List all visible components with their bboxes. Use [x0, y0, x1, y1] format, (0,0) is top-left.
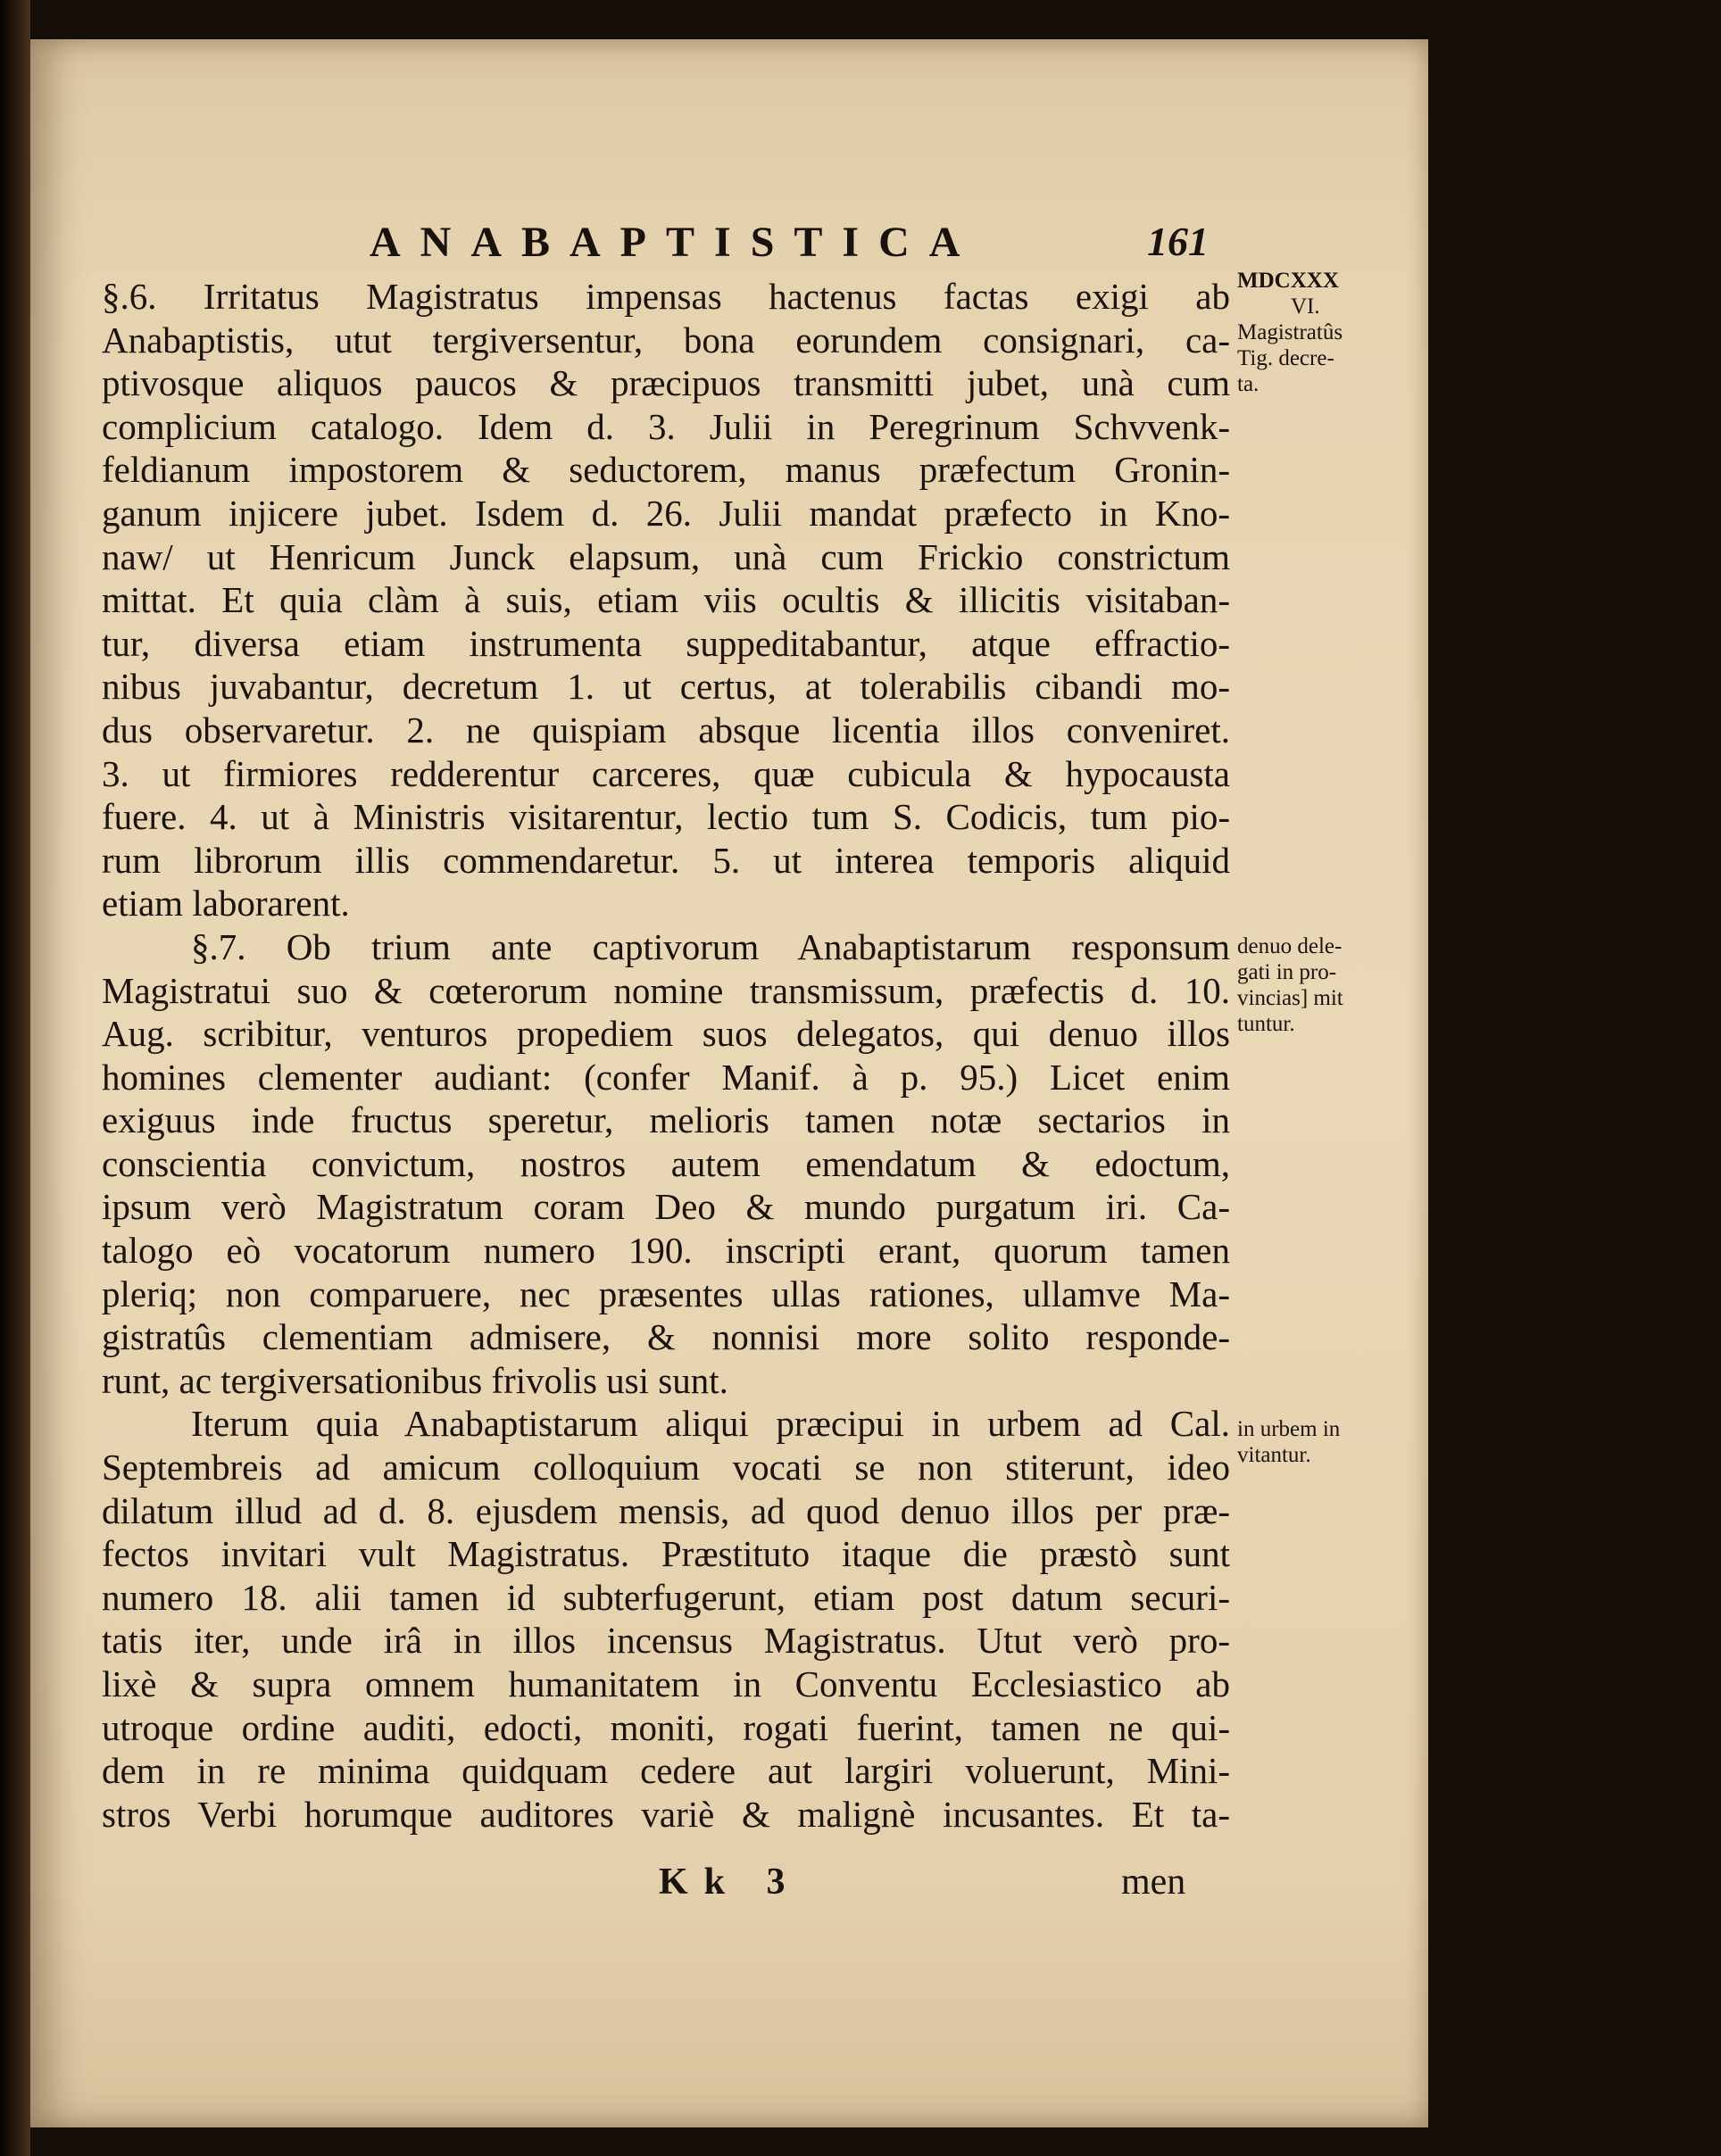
text-line: naw/ ut Henricum Junck elapsum, unà cum Frickio constrictum: [102, 535, 1230, 577]
margin-note-line: vincias] mit: [1237, 986, 1343, 1010]
page-number: 161: [1147, 219, 1209, 264]
text-line: Aug. scribitur, venturos propediem suos delegatos, qui denuo illos: [102, 1013, 1230, 1055]
text-line: §.7. Ob trium ante captivorum Anabaptistarum responsum: [191, 925, 1230, 967]
book-gutter-shadow: [0, 0, 30, 2156]
margin-note-line: Magistratûs: [1237, 320, 1343, 344]
text-line: tur, diversa etiam instrumenta suppeditabantur, atque effractio-: [102, 622, 1230, 664]
text-line: Iterum quia Anabaptistarum aliqui præcipui in urbem ad Cal.: [191, 1403, 1230, 1445]
text-line: ptivosque aliquos paucos & præcipuos transmitti jubet, unà cum: [102, 362, 1230, 404]
text-line: numero 18. alii tamen id subterfugerunt, etiam post datum securi-: [102, 1576, 1230, 1618]
text-line: ganum injicere jubet. Isdem d. 26. Julii mandat præfecto in Kno-: [102, 492, 1230, 534]
margin-note-invitation: [1237, 1416, 1419, 1468]
book-page: [30, 39, 1428, 2127]
margin-note-line: Tig. decre-: [1237, 346, 1334, 370]
text-line: runt, ac tergiversationibus frivolis usi sunt.: [102, 1359, 728, 1401]
page-footer: [30, 1861, 1428, 1914]
text-line: dus observaretur. 2. ne quispiam absque licentia illos conveniret.: [102, 709, 1230, 750]
text-line: stros Verbi horumque auditores variè & malignè incusantes. Et ta-: [102, 1793, 1230, 1835]
text-line: complicium catalogo. Idem d. 3. Julii in Peregrinum Schvvenk-: [102, 405, 1230, 447]
text-line: gistratûs clementiam admisere, & nonnisi more solito responde-: [102, 1316, 1230, 1358]
catchword: men: [1121, 1862, 1186, 1903]
margin-note-line: MDCXXX: [1237, 269, 1339, 293]
margin-note-decree: [1237, 268, 1419, 397]
text-line: Anabaptistis, utut tergiversentur, bona eorundem consignari, ca-: [102, 319, 1230, 361]
text-line: Septembreis ad amicum colloquium vocati se non stiterunt, ideo: [102, 1447, 1230, 1488]
margin-note-line: VI.: [1291, 294, 1320, 319]
text-line: ipsum verò Magistratum coram Deo & mundo purgatum iri. Ca-: [102, 1186, 1230, 1228]
text-line: tatis iter, unde irâ in illos incensus Magistratus. Utut verò pro-: [102, 1620, 1230, 1662]
text-line: fuere. 4. ut à Ministris visitarentur, lectio tum S. Codicis, tum pio-: [102, 796, 1230, 838]
text-line: Magistratui suo & cœterorum nomine transmissum, præfectis d. 10.: [102, 969, 1230, 1011]
text-line: homines clementer audiant: (confer Manif. à p. 95.) Licet enim: [102, 1056, 1230, 1098]
margin-note-line: in urbem in: [1237, 1417, 1341, 1441]
text-line: etiam laborarent.: [102, 883, 350, 925]
text-line: feldianum impostorem & seductorem, manus præfectum Gronin-: [102, 449, 1230, 491]
text-line: lixè & supra omnem humanitatem in Conventu Ecclesiastico ab: [102, 1663, 1230, 1704]
main-text: [102, 275, 1230, 1836]
text-line: dem in re minima quidquam cedere aut largiri voluerunt, Mini-: [102, 1750, 1230, 1792]
text-line: mittat. Et quia clàm à suis, etiam viis ocultis & illicitis visitaban-: [102, 579, 1230, 621]
text-line: §.6. Irritatus Magistratus impensas hactenus factas exigi ab: [102, 276, 1230, 317]
page-header: [370, 218, 1209, 282]
margin-note-line: tuntur.: [1237, 1012, 1295, 1036]
signature-mark: Kk 3: [659, 1862, 802, 1903]
text-line: utroque ordine auditi, edocti, moniti, rogati fuerint, tamen ne qui-: [102, 1706, 1230, 1748]
running-head: ANABAPTISTICA: [370, 219, 980, 266]
text-line: exiguus inde fructus speretur, melioris tamen notæ sectarios in: [102, 1099, 1230, 1141]
text-line: talogo eò vocatorum numero 190. inscripti erant, quorum tamen: [102, 1230, 1230, 1272]
margin-note-line: ta.: [1237, 372, 1260, 396]
margin-note-line: gati in pro-: [1237, 960, 1337, 984]
text-line: rum librorum illis commendaretur. 5. ut interea temporis aliquid: [102, 839, 1230, 881]
text-line: 3. ut firmiores redderentur carceres, quæ cubicula & hypocausta: [102, 752, 1230, 794]
text-line: nibus juvabantur, decretum 1. ut certus, at tolerabilis cibandi mo-: [102, 666, 1230, 708]
text-line: dilatum illud ad d. 8. ejusdem mensis, ad quod denuo illos per præ-: [102, 1489, 1230, 1531]
text-line: fectos invitari vult Magistratus. Præstituto itaque die præstò sunt: [102, 1533, 1230, 1575]
margin-note-line: vitantur.: [1237, 1443, 1311, 1467]
margin-note-line: denuo dele-: [1237, 934, 1343, 958]
text-line: pleriq; non comparuere, nec præsentes ullas rationes, ullamve Ma-: [102, 1273, 1230, 1314]
text-line: conscientia convictum, nostros autem emendatum & edoctum,: [102, 1142, 1230, 1184]
margin-note-delegates: [1237, 933, 1419, 1037]
